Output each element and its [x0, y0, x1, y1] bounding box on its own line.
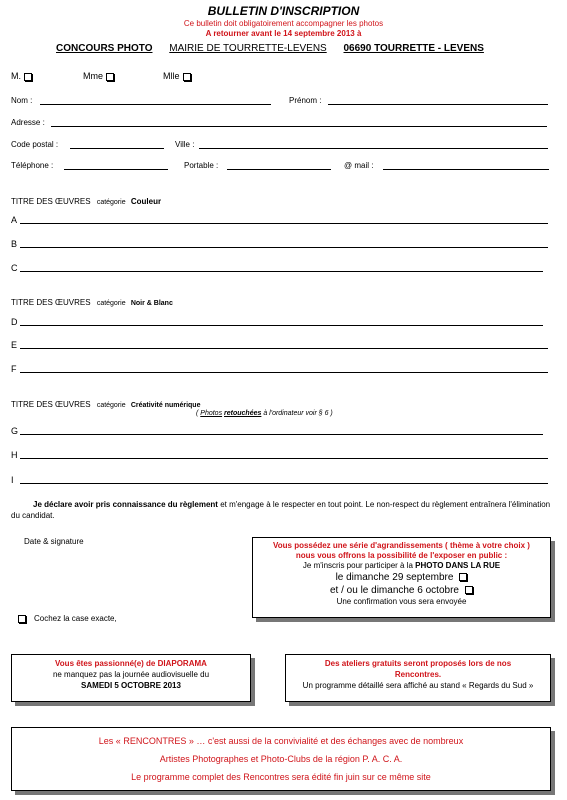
section-cat-label: catégorie	[96, 300, 126, 307]
field-nom-label: Nom :	[11, 96, 33, 105]
rue-line3a: Je m'inscris pour participer à la	[302, 561, 416, 570]
creativity-note-photos: Photos	[200, 410, 223, 417]
checkbox-mme[interactable]	[106, 73, 114, 81]
contest-city: 06690 TOURRETTE - LEVENS	[343, 43, 484, 54]
diaporama-box	[11, 654, 251, 702]
declaration-rest: et m'engage à le respecter en tout point. Le non-respect du règlement entraînera l'élimination du candidat.	[11, 500, 551, 520]
rencontres-line2: Artistes Photographes et Photo-Clubs de la région P. A. C. A.	[159, 754, 403, 764]
title-line[interactable]	[20, 325, 543, 326]
section-heading: TITRE DES ŒUVRES	[11, 400, 91, 409]
civility-mme-label: Mme	[83, 71, 103, 81]
diaporama-line1	[12, 658, 250, 669]
title-line[interactable]	[20, 223, 548, 224]
creativity-note	[196, 410, 333, 417]
field-portable-label: Portable :	[184, 161, 219, 170]
civility-mlle[interactable]	[163, 71, 191, 81]
creativity-note-open: (	[196, 410, 201, 417]
civility-m-label: M.	[11, 71, 21, 81]
field-ville-label: Ville :	[175, 140, 195, 149]
field-prenom-label: Prénom :	[289, 96, 322, 105]
section-cat-label: catégorie	[96, 402, 126, 409]
diaporama-line1b: DIAPORAMA	[157, 659, 207, 668]
civility-mme[interactable]	[83, 71, 114, 81]
title-letter: A	[11, 215, 18, 225]
title-line[interactable]	[20, 434, 543, 435]
ateliers-box	[285, 654, 551, 702]
checkbox-example-icon	[18, 615, 26, 623]
declaration	[11, 499, 556, 521]
checkbox-m[interactable]	[24, 73, 32, 81]
form-title: BULLETIN D'INSCRIPTION	[207, 4, 360, 18]
section-nb-heading	[11, 298, 173, 307]
rue-line2: nous vous offrons la possibilité de l'exposer en public :	[295, 551, 508, 560]
field-adresse-line[interactable]	[51, 126, 547, 127]
field-mail-label: @ mail :	[344, 161, 374, 170]
creativity-note-retouchees: retouchées	[224, 410, 262, 417]
contest-name: CONCOURS PHOTO	[56, 43, 153, 54]
section-creativite-heading	[11, 400, 200, 409]
rue-line1: Vous possédez une série d'agrandissements ( thème à votre choix )	[273, 541, 530, 550]
contest-place: MAIRIE DE TOURRETTE-LEVENS	[169, 43, 327, 54]
section-heading: TITRE DES ŒUVRES	[11, 298, 91, 307]
field-tel-label: Téléphone :	[11, 161, 54, 170]
header-note: Ce bulletin doit obligatoirement accompagner les photos	[183, 19, 384, 28]
title-letter: I	[11, 475, 14, 485]
ateliers-line2: Rencontres.	[394, 670, 442, 679]
diaporama-line1a: Vous êtes passionné(e) de	[55, 659, 158, 668]
checkbox-mlle[interactable]	[183, 73, 191, 81]
field-nom-line[interactable]	[40, 104, 271, 105]
rue-line3b: PHOTO DANS LA RUE	[415, 561, 501, 570]
field-cp-label: Code postal :	[11, 140, 59, 149]
title-line[interactable]	[20, 458, 548, 459]
contest-address	[56, 43, 516, 54]
checkbox-29-sept[interactable]	[459, 573, 467, 581]
field-tel-line[interactable]	[64, 169, 168, 170]
rencontres-box	[11, 727, 551, 791]
diaporama-line2: ne manquez pas la journée audiovisuelle du	[52, 670, 210, 679]
civility-m[interactable]	[11, 71, 32, 81]
rue-line3	[253, 561, 550, 571]
title-letter: B	[11, 239, 18, 249]
checkbox-6-oct[interactable]	[465, 586, 473, 594]
rue-line6: Une confirmation vous sera envoyée	[336, 597, 467, 606]
ateliers-line3: Un programme détaillé sera affiché au stand « Regards du Sud »	[302, 681, 534, 690]
title-letter: F	[11, 364, 17, 374]
title-line[interactable]	[20, 372, 548, 373]
title-letter: E	[11, 340, 18, 350]
section-cat-label: catégorie	[96, 199, 126, 206]
title-letter: C	[11, 263, 18, 273]
rue-date-6-label: et / ou le dimanche 6 octobre	[330, 585, 459, 596]
title-line[interactable]	[20, 348, 548, 349]
section-cat: Noir & Blanc	[130, 300, 173, 307]
ateliers-line1: Des ateliers gratuits seront proposés lors de nos	[324, 659, 512, 668]
date-signature-label: Date & signature	[24, 537, 84, 546]
rue-date-29-label: le dimanche 29 septembre	[335, 572, 454, 583]
check-note	[18, 614, 117, 623]
creativity-note-rest: à l'ordinateur voir § 6 )	[261, 410, 333, 417]
field-prenom-line[interactable]	[328, 104, 548, 105]
section-heading: TITRE DES ŒUVRES	[11, 197, 91, 206]
rue-date-29[interactable]	[253, 571, 550, 584]
rencontres-line1: Les « RENCONTRES » … c'est aussi de la convivialité et des échanges avec de nombreux	[98, 736, 464, 746]
title-letter: H	[11, 450, 18, 460]
field-cp-line[interactable]	[70, 148, 164, 149]
title-line[interactable]	[20, 483, 548, 484]
declaration-bold: Je déclare avoir pris connaissance du règlement	[33, 500, 218, 509]
photo-rue-box	[252, 537, 551, 618]
title-letter: G	[11, 426, 19, 436]
field-ville-line[interactable]	[199, 148, 548, 149]
title-letter: D	[11, 317, 18, 327]
return-deadline: A retourner avant le 14 septembre 2013 à	[205, 29, 362, 38]
field-mail-line[interactable]	[383, 169, 549, 170]
rue-date-6[interactable]	[253, 584, 550, 597]
civility-mlle-label: Mlle	[163, 71, 180, 81]
section-cat: Couleur	[130, 197, 162, 206]
section-cat: Créativité numérique	[130, 402, 201, 409]
rencontres-line3: Le programme complet des Rencontres sera édité fin juin sur ce même site	[131, 772, 431, 782]
diaporama-line3: SAMEDI 5 OCTOBRE 2013	[81, 681, 181, 690]
field-portable-line[interactable]	[227, 169, 331, 170]
title-line[interactable]	[20, 271, 543, 272]
section-couleur-heading	[11, 197, 161, 206]
title-line[interactable]	[20, 247, 548, 248]
check-note-text: Cochez la case exacte,	[34, 614, 117, 623]
field-adresse-label: Adresse :	[11, 118, 45, 127]
